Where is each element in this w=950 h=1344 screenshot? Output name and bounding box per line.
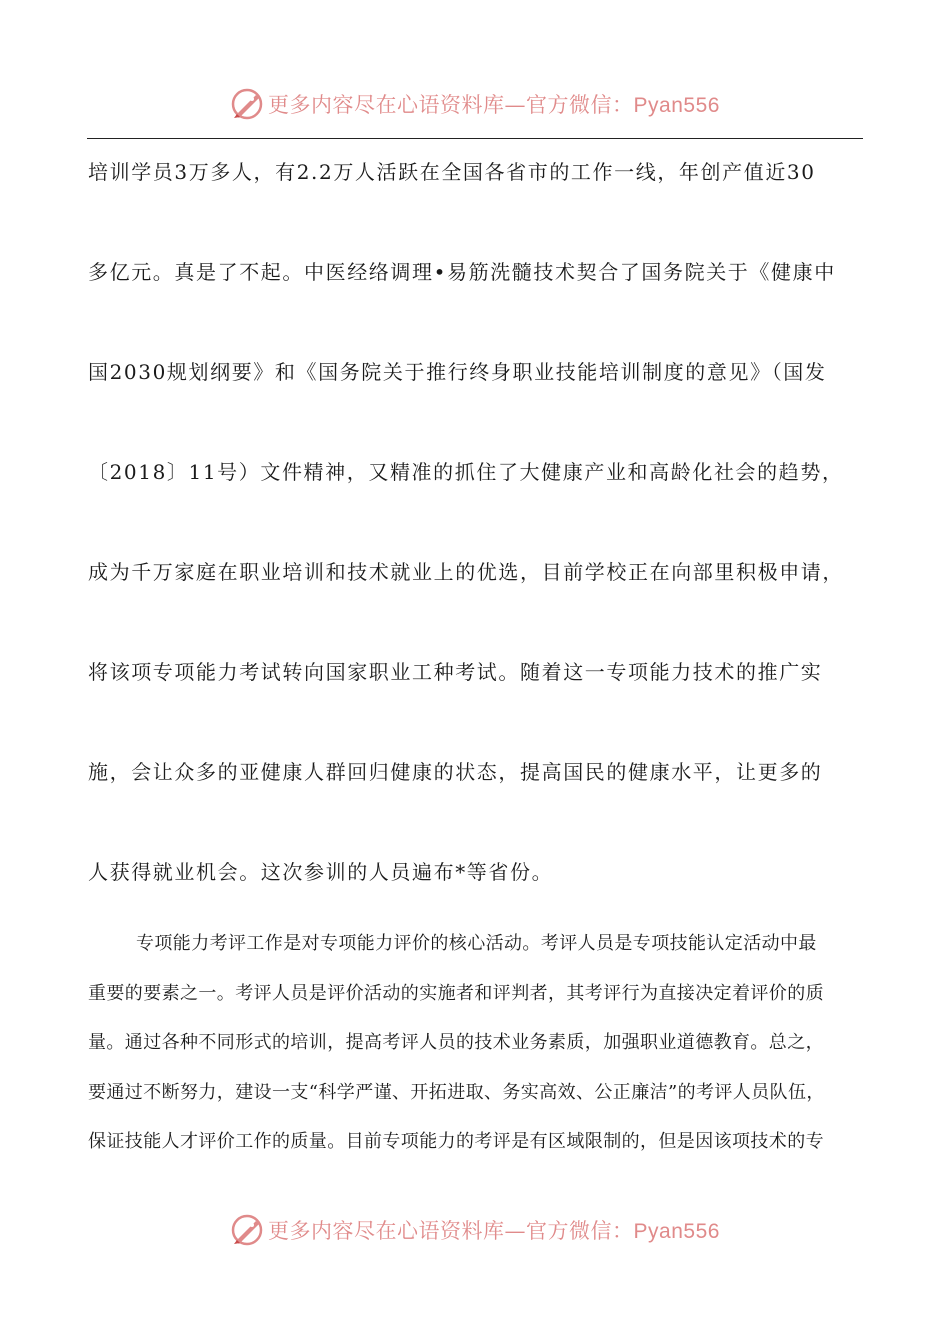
wide-spaced-text xyxy=(88,150,864,950)
header-wechat-id: Pyan556 xyxy=(633,94,720,117)
text-line: 多亿元。真是了不起。中医经络调理•易筋洗髓技术契合了国务院关于《健康中 xyxy=(88,260,836,284)
footer-banner xyxy=(0,1210,950,1250)
text-line: 施，会让众多的亚健康人群回归健康的状态，提高国民的健康水平，让更多的 xyxy=(88,760,823,784)
footer-banner-text xyxy=(268,1215,720,1245)
text-line: 培训学员3万多人，有2.2万人活跃在全国各省市的工作一线，年创产值近30 xyxy=(88,160,816,184)
paragraph-line: 要通过不断努力，建设一支“科学严谨、开拓进取、务实高效、公正廉洁”的考评人员队伍， xyxy=(88,1081,825,1103)
header-banner-text xyxy=(268,89,720,119)
header-rule xyxy=(87,138,863,139)
text-line: 人获得就业机会。这次参训的人员遍布*等省份。 xyxy=(88,860,554,884)
body-paragraph xyxy=(88,924,864,1172)
header-banner-title: 更多内容尽在心语资料库 xyxy=(268,93,505,117)
pen-logo-icon xyxy=(230,87,264,121)
text-line: 国2030规划纲要》和《国务院关于推行终身职业技能培训制度的意见》（国发 xyxy=(88,360,827,384)
text-line: 将该项专项能力考试转向国家职业工种考试。随着这一专项能力技术的推广实 xyxy=(88,660,823,684)
footer-wechat-label: 官方微信： xyxy=(526,1219,634,1243)
footer-banner-title: 更多内容尽在心语资料库 xyxy=(268,1219,505,1243)
footer-wechat-id: Pyan556 xyxy=(633,1220,720,1243)
pen-logo-icon xyxy=(230,1213,264,1247)
footer-separator: — xyxy=(504,1219,527,1243)
header-wechat-label: 官方微信： xyxy=(526,93,634,117)
paragraph-line: 保证技能人才评价工作的质量。目前专项能力的考评是有区域限制的，但是因该项技术的专 xyxy=(88,1131,824,1152)
text-line: 成为千万家庭在职业培训和技术就业上的优选，目前学校正在向部里积极申请， xyxy=(88,560,844,584)
text-line: 〔2018〕11号）文件精神，又精准的抓住了大健康产业和高龄化社会的趋势， xyxy=(88,460,844,484)
header-banner xyxy=(0,84,950,124)
paragraph-line: 重要的要素之一。考评人员是评价活动的实施者和评判者，其考评行为直接决定着评价的质 xyxy=(88,982,824,1004)
paragraph-line: 量。通过各种不同形式的培训，提高考评人员的技术业务素质，加强职业道德教育。总之， xyxy=(88,1032,824,1053)
paragraph-line: 专项能力考评工作是对专项能力评价的核心活动。考评人员是专项技能认定活动中最 xyxy=(136,933,817,954)
header-separator: — xyxy=(504,93,527,117)
